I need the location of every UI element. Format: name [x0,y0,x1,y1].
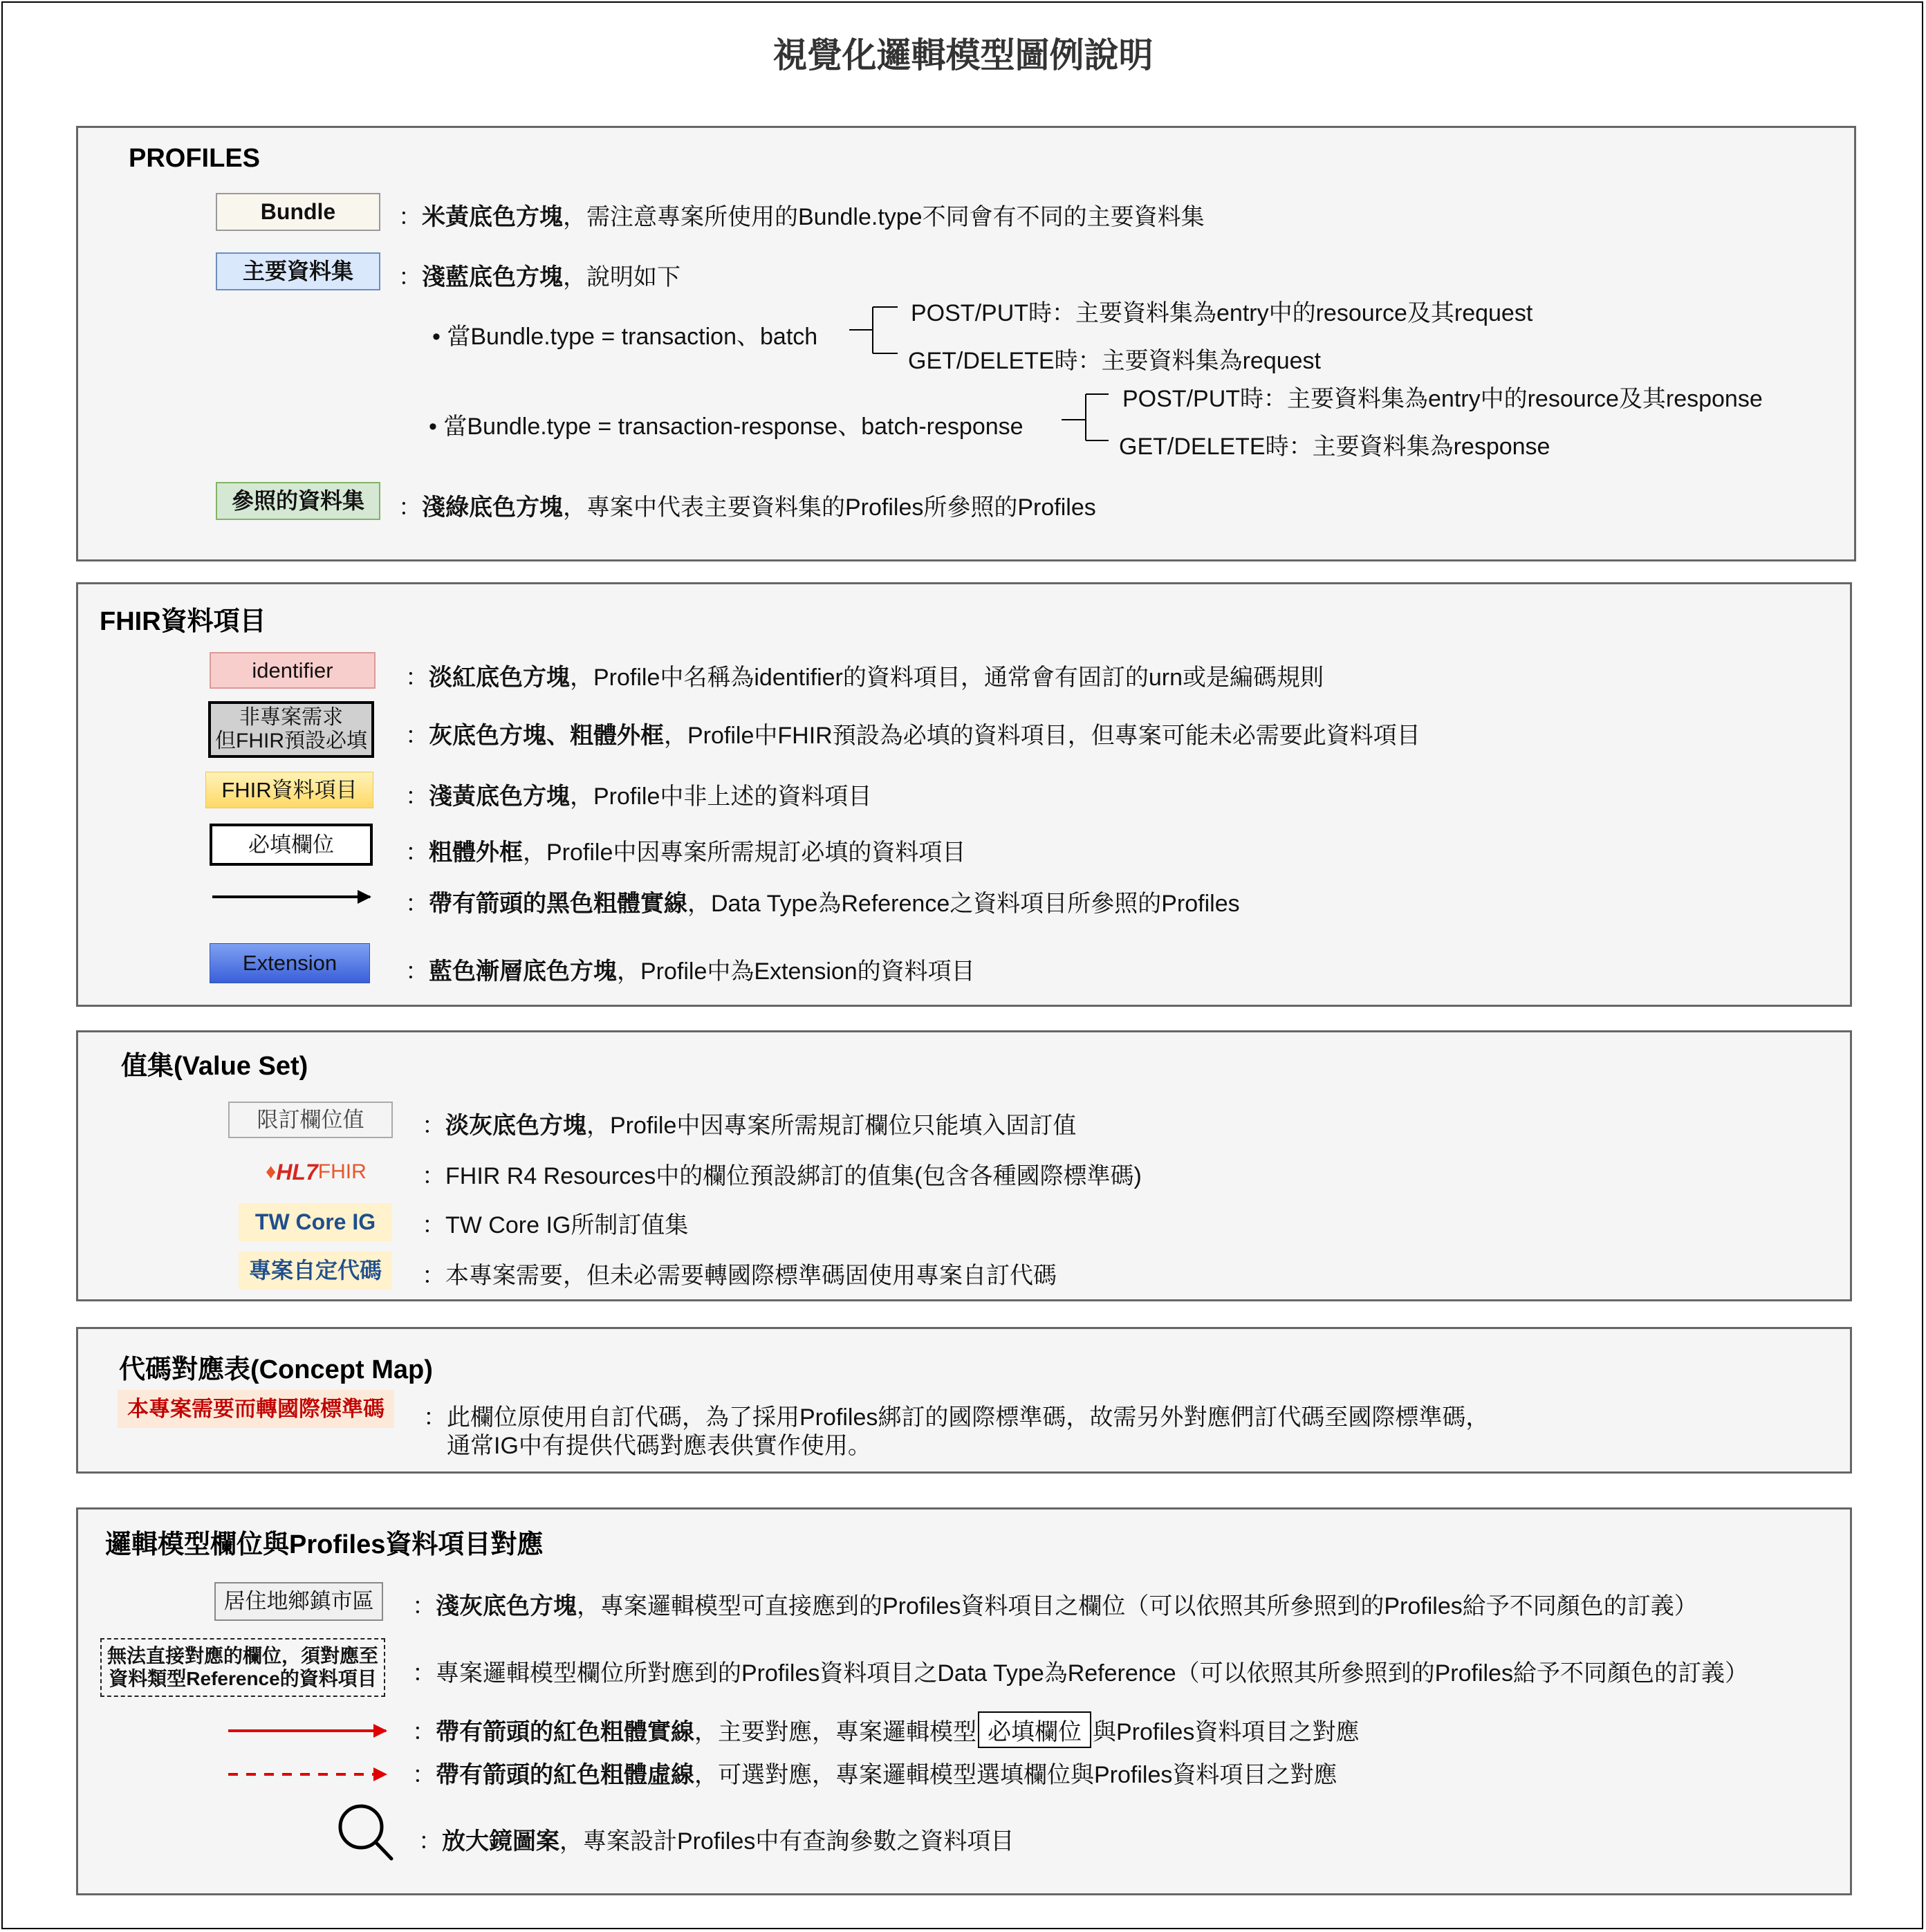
case1-post: POST/PUT時：主要資料集為entry中的resource及其request [911,300,1533,326]
fhir-logo-text: FHIR [317,1160,367,1183]
case2-bracket [1062,394,1109,440]
identifier-label: identifier [252,658,333,682]
conceptmap-label: 本專案需要而轉國際標準碼 [127,1396,385,1421]
conceptmap-heading: 代碼對應表(Concept Map) [119,1355,433,1384]
case1-bullet: • 當Bundle.type = transaction、batch [432,324,818,350]
required-default-line1: 非專案需求 [239,705,343,729]
bundle-label: Bundle [260,199,336,225]
logic-dashed-line2: 資料類型Reference的資料項目 [109,1667,377,1689]
twcore-label: TW Core IG [254,1209,376,1235]
twcore-desc: ：TW Core IG所制訂值集 [422,1212,689,1238]
fhir-heading: FHIR資料項目 [100,607,266,636]
conceptmap-desc-line2: 通常IG中有提供代碼對應表供實作使用。 [447,1433,871,1459]
custom-code-label: 專案自定代碼 [248,1258,382,1283]
logic-gray-label: 居住地鄉鎮市區 [223,1589,374,1614]
fhir-item-label: FHIR資料項目 [221,777,358,802]
case2-post: POST/PUT時：主要資料集為entry中的resource及其response [1122,386,1763,412]
logic-gray-desc: ：淺灰底色方塊，專案邏輯模型可直接應到的Profiles資料項目之欄位（可以依照其所參照到的Profiles給予不同顏色的訂義） [412,1593,1698,1619]
extension-desc: ：藍色漸層底色方塊，Profile中為Extension的資料項目 [405,958,975,985]
logic-dashed-line1: 無法直接對應的欄位，須對應至 [107,1645,378,1667]
magnifier-icon [340,1806,391,1859]
required-default-line2: 但FHIR預設必填 [215,730,367,752]
reference-arrow-desc: ：帶有箭頭的黑色粗體實線，Data Type為Reference之資料項目所參照的Profiles [405,891,1240,917]
logic-heading: 邏輯模型欄位與Profiles資料項目對應 [105,1530,544,1559]
logic-dotted-desc: ：帶有箭頭的紅色粗體虛線，可選對應，專案邏輯模型選填欄位與Profiles資料項目之對應 [412,1762,1337,1788]
case1-bracket [849,307,898,353]
identifier-desc: ：淡紅底色方塊，Profile中名稱為identifier的資料項目，通常會有固訂的urn或是編碼規則 [405,665,1324,691]
conceptmap-desc-line1: ：此欄位原使用自訂代碼，為了採用Profiles綁訂的國際標準碼，故需另外對應們訂代碼至國際標準碼， [423,1404,1490,1431]
bundle-desc: ：米黃底色方塊，需注意專案所使用的Bundle.type不同會有不同的主要資料集 [398,204,1205,230]
flame-icon: ♦ [266,1160,277,1183]
main-dataset-label: 主要資料集 [242,259,353,284]
fhir-item-desc: ：淺黃底色方塊，Profile中非上述的資料項目 [405,783,872,810]
ref-dataset-label: 參照的資料集 [231,488,364,514]
fixed-value-label: 限訂欄位值 [257,1107,364,1132]
profiles-heading: PROFILES [129,144,261,173]
custom-code-desc: ：本專案需要，但未必需要轉國際標準碼固使用專案自訂代碼 [422,1263,1057,1289]
valueset-heading: 值集(Value Set) [121,1052,308,1081]
hl7-logo-text: HL7 [276,1159,318,1185]
logic-solid-desc: ：帶有箭頭的紅色粗體實線，主要對應，專案邏輯模型 必填欄位 與Profiles資料項目之對應 [412,1711,1359,1748]
hl7-desc: ：FHIR R4 Resources中的欄位預設綁訂的值集(包含各種國際標準碼) [422,1163,1142,1189]
case2-bullet: • 當Bundle.type = transaction-response、batch-response [429,414,1024,440]
required-field-desc: ：粗體外框，Profile中因專案所需規訂必填的資料項目 [405,839,966,866]
ref-dataset-desc: ：淺綠底色方塊，專案中代表主要資料集的Profiles所參照的Profiles [398,494,1096,521]
required-field-label: 必填欄位 [248,832,334,857]
fixed-value-desc: ：淡灰底色方塊，Profile中因專案所需規訂欄位只能填入固訂值 [422,1113,1077,1139]
required-field-inline-box: 必填欄位 [978,1711,1091,1748]
logic-search-desc: ：放大鏡圖案，專案設計Profiles中有查詢參數之資料項目 [418,1828,1015,1855]
page-title: 視覺化邏輯模型圖例說明 [772,36,1154,75]
required-default-desc: ：灰底色方塊、粗體外框，Profile中FHIR預設為必填的資料項目，但專案可能未必需要此資料項目 [405,723,1420,749]
logic-dashed-desc: ：專案邏輯模型欄位所對應到的Profiles資料項目之Data Type為Reference（可以依照其所參照到的Profiles給予不同顏色的訂義） [412,1660,1748,1687]
main-dataset-desc: ：淺藍底色方塊，說明如下 [398,264,680,290]
case2-get: GET/DELETE時：主要資料集為response [1119,434,1550,460]
case1-get: GET/DELETE時：主要資料集為request [908,348,1322,374]
extension-label: Extension [242,951,337,976]
